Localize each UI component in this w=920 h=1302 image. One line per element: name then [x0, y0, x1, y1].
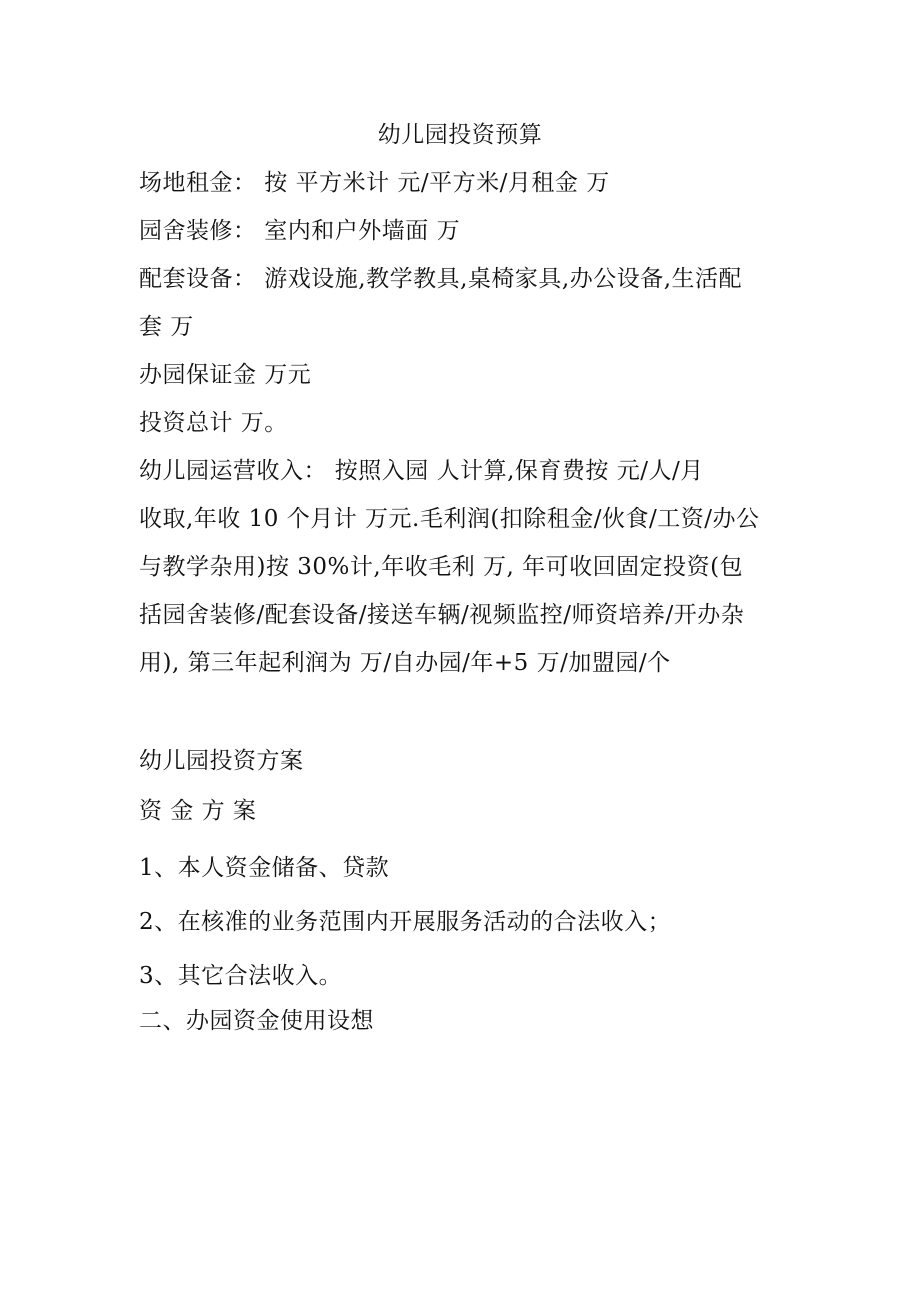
budget-line-deposit: 办园保证金 万元 — [139, 362, 312, 388]
budget-line-total: 投资总计 万。 — [139, 410, 288, 436]
funding-item-3: 3、其它合法收入。 — [139, 963, 343, 989]
budget-line-renovation: 园舍装修： 室内和户外墙面 万 — [139, 218, 461, 244]
budget-line-operating-income-2: 收取,年收 10 个月计 万元.毛利润(扣除租金/伙食/工资/办公 — [139, 506, 760, 532]
budget-line-equipment: 配套设备： 游戏设施,教学教具,桌椅家具,办公设备,生活配 — [139, 266, 743, 292]
plan-title: 幼儿园投资方案 — [139, 748, 304, 774]
budget-line-operating-income: 幼儿园运营收入： 按照入园 人计算,保育费按 元/人/月 — [139, 458, 704, 484]
budget-line-operating-income-3: 与教学杂用)按 30%计,年收毛利 万, 年可收回固定投资(包 — [139, 554, 744, 580]
budget-title: 幼儿园投资预算 — [377, 122, 543, 148]
budget-line-operating-income-4: 括园舍装修/配套设备/接送车辆/视频监控/师资培养/开办杂 — [139, 602, 745, 628]
budget-line-site-rent: 场地租金： 按 平方米计 元/平方米/月租金 万 — [139, 170, 610, 196]
funding-item-1: 1、本人资金储备、贷款 — [139, 855, 390, 881]
funding-heading: 资 金 方 案 — [139, 798, 257, 824]
funding-item-2: 2、在核准的业务范围内开展服务活动的合法收入； — [139, 909, 672, 935]
section-two-heading: 二、办园资金使用设想 — [139, 1008, 374, 1034]
budget-line-operating-income-5: 用), 第三年起利润为 万/自办园/年+5 万/加盟园/个 — [139, 650, 671, 676]
budget-line-equipment-cont: 套 万 — [139, 314, 194, 340]
